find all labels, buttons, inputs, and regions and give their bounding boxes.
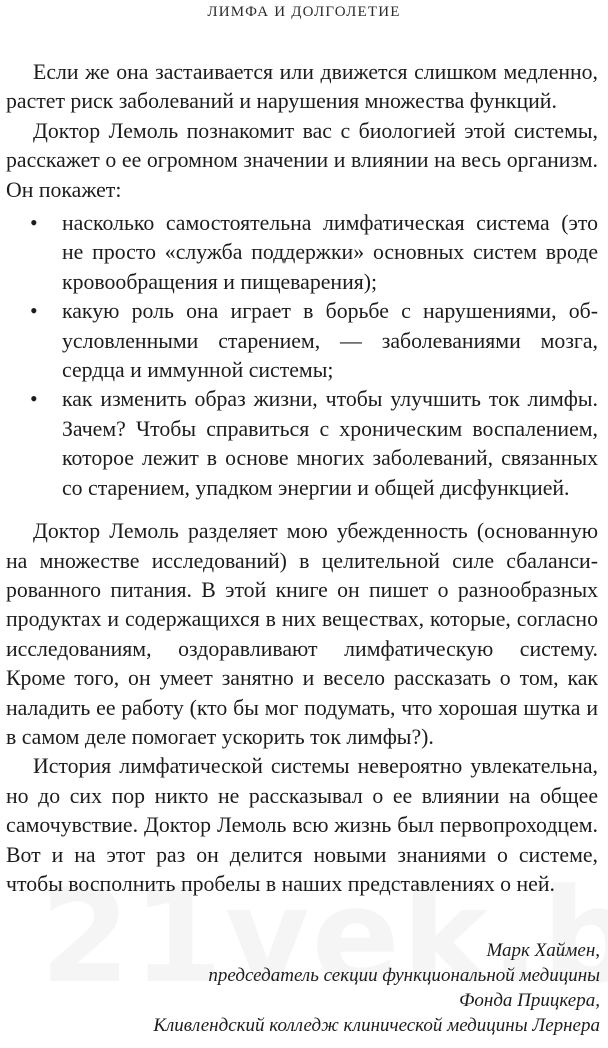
- list-item: [6, 385, 598, 503]
- bullet-icon: •: [30, 387, 38, 412]
- bullet-icon: •: [30, 211, 38, 236]
- section-gap: [6, 503, 598, 517]
- list-item-text: как изменить образ жизни, чтобы улучшить ток лимфы. Зачем? Чтобы справиться с хроническим воспалением, которое лежит в основе многих заболеваний, связанных со старением, упадком энергии и общей дисфункцией.: [62, 387, 598, 500]
- running-head: ЛИМФА И ДОЛГОЛЕТИЕ: [207, 4, 401, 20]
- signature-title: председатель секции функциональной медицины: [208, 965, 600, 986]
- paragraph: Доктор Лемоль разделяет мою убежденность (основанную на множестве исследований) в целительной силе сбалансированного питания. В этой книге он пишет о разнообразных продуктах и содержащихся в них веществах, которые, согласно исследованиям, оздоравливают лимфатическую систему. Кроме того, он умеет занятно и весело рассказать о том, как наладить ее работу (кто бы мог подумать, что хорошая шутка и в самом деле помогает ускорить ток лимфы?).: [6, 519, 598, 749]
- signature-name: Марк Хаймен,: [486, 940, 600, 961]
- signature-org: Фонда Прицкера,: [459, 990, 600, 1011]
- list-item: [6, 297, 598, 385]
- signature-block: [0, 938, 600, 1038]
- list-item-text: насколько самостоятельна лимфатическая система (это не просто «служба поддержки» основных систем вроде кровообращения и пищеварения);: [62, 211, 598, 294]
- paragraph: Если же она застаивается или движется слишком медленно, растет риск заболеваний и нарушения множества функций.: [6, 60, 598, 114]
- paragraph: История лимфатической системы невероятно увлекательна, но до сих пор никто не рассказывал о ее влиянии на общее самочувствие. Доктор Лемоль всю жизнь был первопроходцем. Вот и на этот раз он делится новыми знаниями о системе, чтобы восполнить пробелы в наших представлениях о ней.: [6, 754, 598, 896]
- body-text: [6, 58, 598, 899]
- bullet-list: [6, 209, 598, 503]
- list-item-text: какую роль она играет в борьбе с нарушениями, обусловленными старением, — заболеваниями мозга, сердца и иммунной системы;: [62, 299, 598, 383]
- signature-affiliation: Кливлендский колледж клинической медицины Лернера: [153, 1015, 600, 1036]
- list-item: [6, 209, 598, 297]
- bullet-icon: •: [30, 299, 38, 324]
- paragraph: Доктор Лемоль познакомит вас с биологией этой системы, расскажет о ее огромном значении и влиянии на весь организм. Он покажет:: [6, 118, 598, 202]
